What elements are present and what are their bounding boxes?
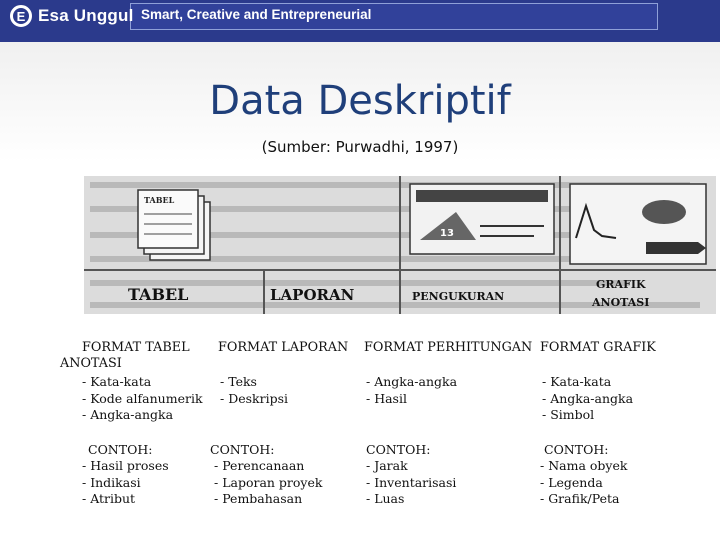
figure-label-pengukuran: PENGUKURAN xyxy=(412,290,505,303)
list-item: - Angka-angka xyxy=(366,374,458,389)
col3-heading: FORMAT PERHITUNGAN xyxy=(364,340,533,355)
col3-example-label: CONTOH: xyxy=(366,442,431,457)
figure-label-grafik: GRAFIK xyxy=(596,278,646,291)
list-item: - Teks xyxy=(220,374,257,389)
col1-heading-line2: ANOTASI xyxy=(60,356,122,371)
report-gauge-icon xyxy=(410,184,554,254)
table-card-label: TABEL xyxy=(144,195,175,205)
list-item: - Jarak xyxy=(366,458,408,473)
list-item: - Pembahasan xyxy=(214,491,303,506)
logo-text: Esa Unggul xyxy=(38,6,134,25)
list-item: - Hasil proses xyxy=(82,458,169,473)
col2-example-label: CONTOH: xyxy=(210,442,275,457)
col3-examples xyxy=(366,458,456,508)
scanned-figure xyxy=(84,176,716,314)
slide-title: Data Deskriptif xyxy=(209,78,511,124)
list-item: - Indikasi xyxy=(82,474,141,490)
list-item: - Kata-kata xyxy=(542,374,612,389)
list-item: - Legenda xyxy=(540,474,603,490)
col1-items xyxy=(82,374,203,424)
figure-label-tabel: TABEL xyxy=(128,285,189,304)
col4-items xyxy=(542,374,633,424)
list-item: - Kode alfanumerik xyxy=(82,390,203,406)
figure-label-laporan: LAPORAN xyxy=(270,286,355,304)
col2-heading: FORMAT LAPORAN xyxy=(218,340,349,355)
col3-items xyxy=(366,374,457,407)
list-item: - Angka-angka xyxy=(82,407,174,422)
col4-examples xyxy=(540,458,627,508)
list-item: - Laporan proyek xyxy=(214,474,323,490)
header-bar xyxy=(0,0,720,42)
logo-mark-icon: E xyxy=(10,5,32,27)
col4-heading: FORMAT GRAFIK xyxy=(540,340,656,355)
col1-example-label: CONTOH: xyxy=(88,442,153,457)
list-item: - Inventarisasi xyxy=(366,474,457,490)
gauge-value: 13 xyxy=(440,228,454,239)
col4-example-label: CONTOH: xyxy=(544,442,609,457)
graph-icon xyxy=(570,184,706,264)
header-tagline: Smart, Creative and Entrepreneurial xyxy=(141,7,372,22)
col1-examples xyxy=(82,458,169,508)
list-item: - Perencanaan xyxy=(214,458,305,473)
figure-label-anotasi: ANOTASI xyxy=(592,296,650,309)
col2-examples xyxy=(214,458,322,508)
list-item: - Kata-kata xyxy=(82,374,152,389)
list-item: - Simbol xyxy=(542,407,595,422)
slide-source: (Sumber: Purwadhi, 1997) xyxy=(261,138,459,156)
col1-heading: FORMAT TABEL xyxy=(82,340,190,355)
list-item: - Luas xyxy=(366,491,405,506)
list-item: - Nama obyek xyxy=(540,458,628,473)
list-item: - Deskripsi xyxy=(220,390,288,406)
list-item: - Angka-angka xyxy=(542,390,634,406)
list-item: - Atribut xyxy=(82,491,136,506)
table-cards-icon xyxy=(138,190,210,260)
list-item: - Hasil xyxy=(366,390,407,406)
col2-items xyxy=(220,374,288,407)
list-item: - Grafik/Peta xyxy=(540,491,620,506)
logo xyxy=(10,5,134,27)
